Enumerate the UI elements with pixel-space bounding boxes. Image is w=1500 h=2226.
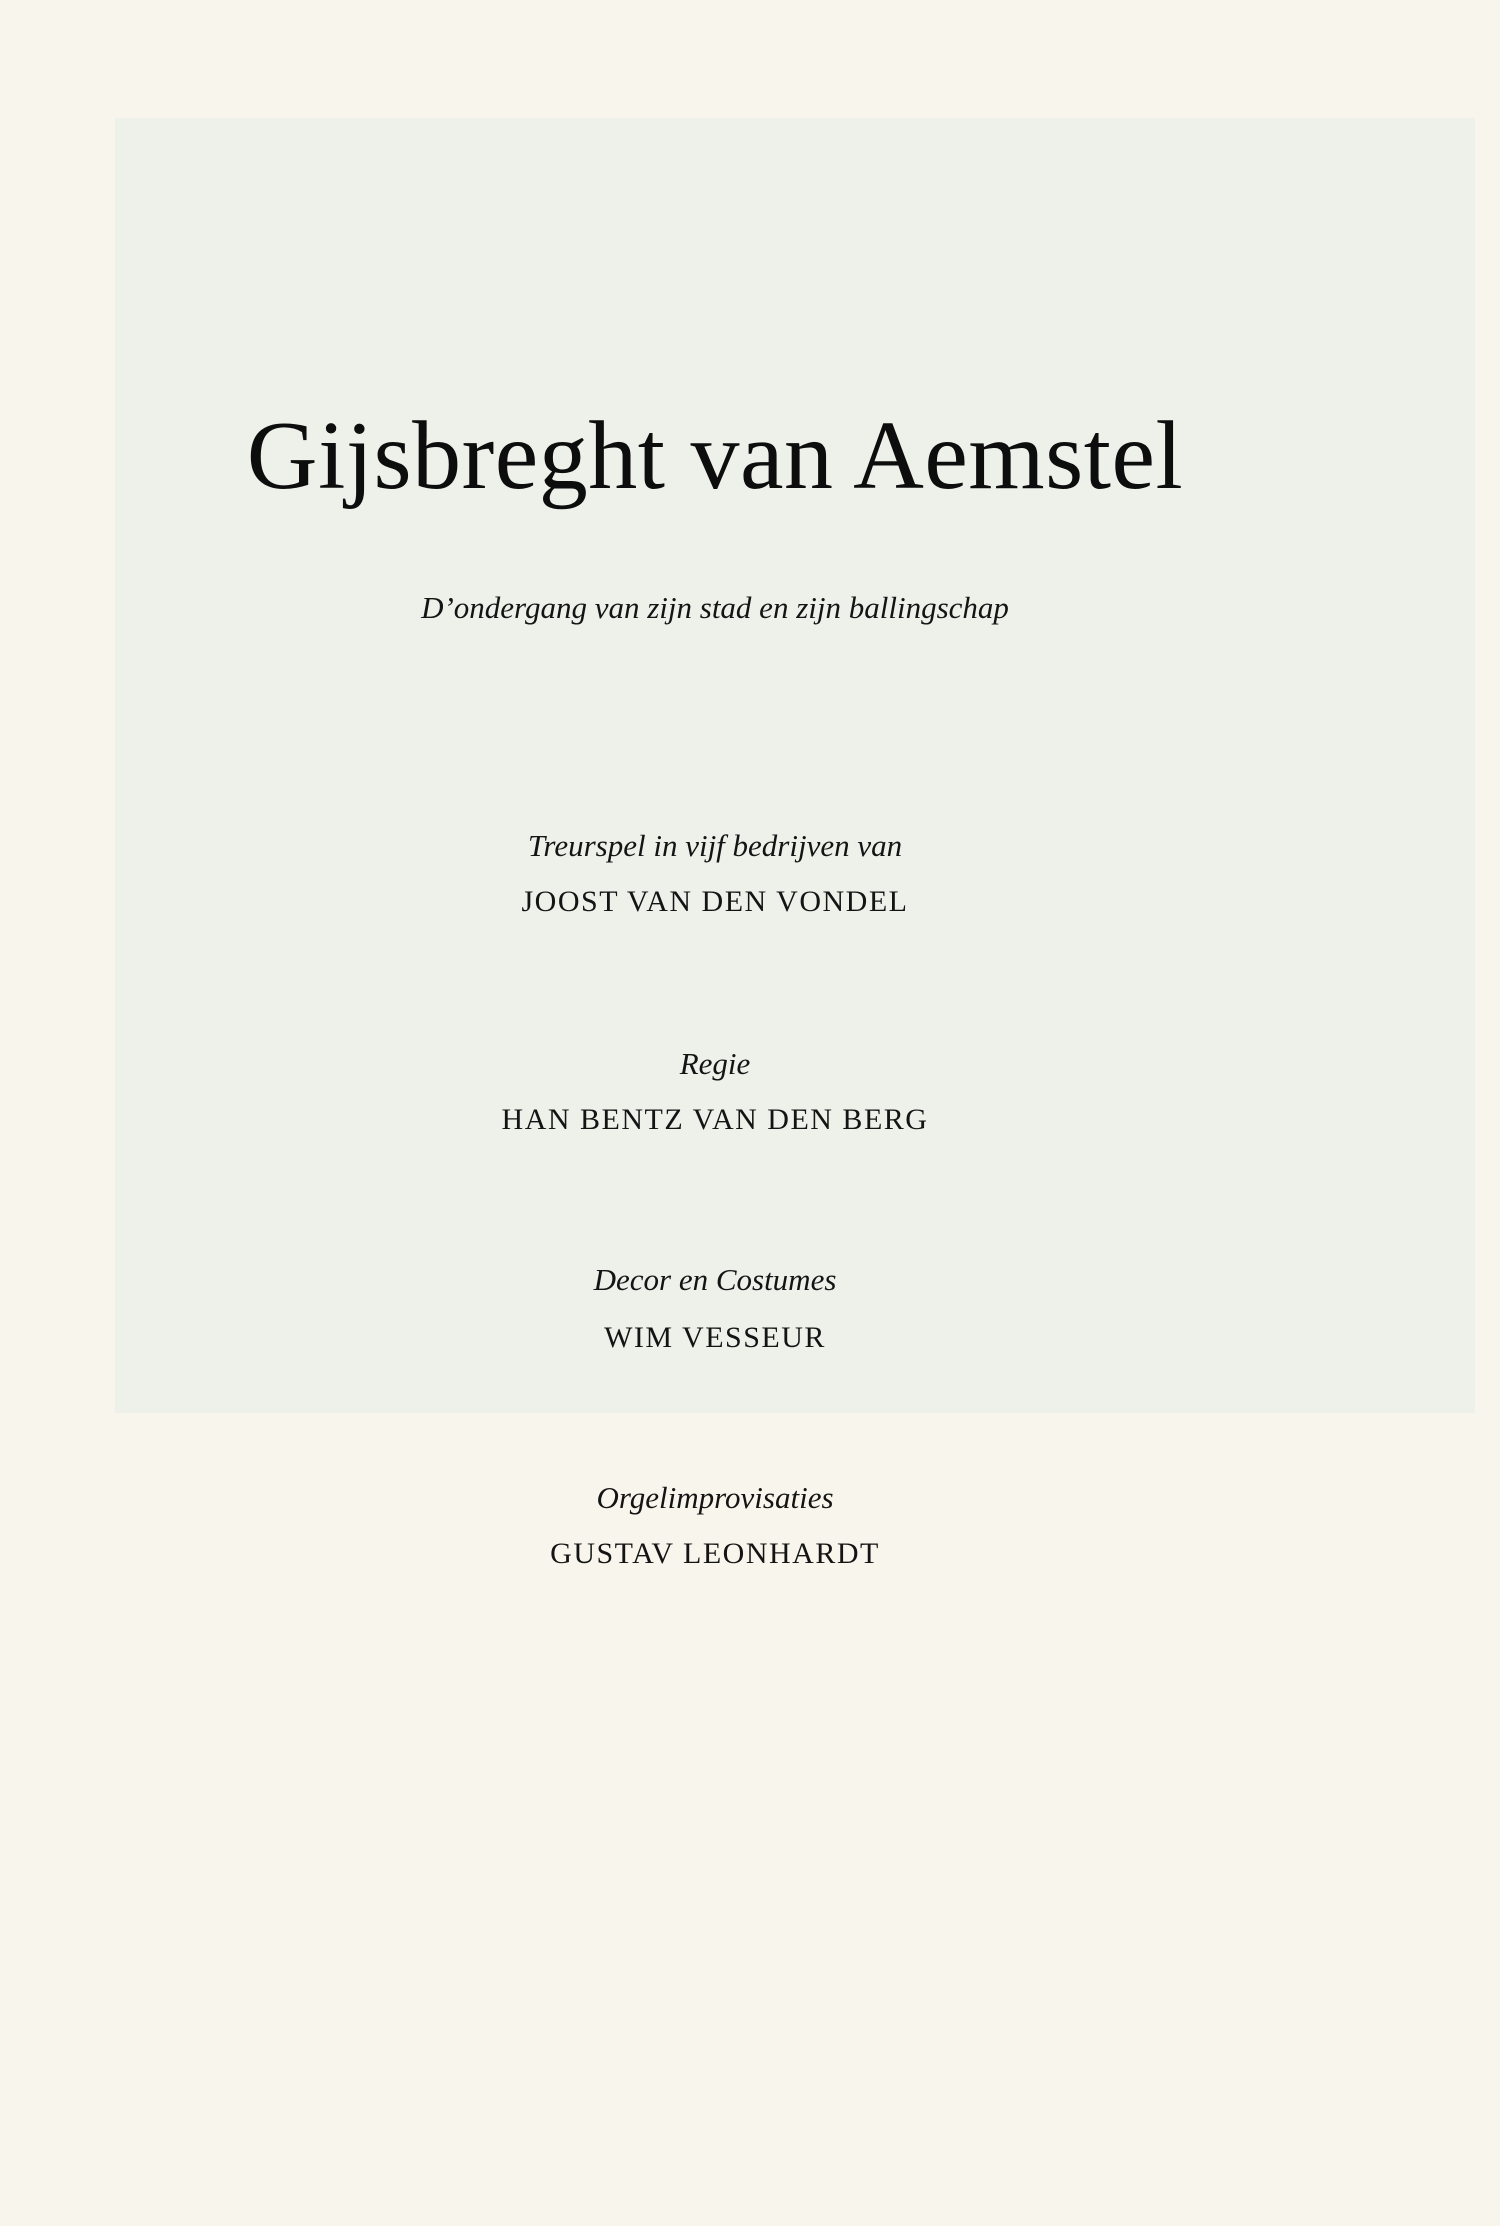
credit-name-author: JOOST VAN DEN VONDEL <box>521 885 909 918</box>
credit-role-author: Treurspel in vijf bedrijven van <box>527 828 903 863</box>
credit-role-design: Decor en Costumes <box>593 1262 837 1297</box>
credit-role-organ: Orgelimprovisaties <box>596 1480 834 1515</box>
credit-name-design: WIM VESSEUR <box>604 1321 826 1354</box>
credit-name-organ: GUSTAV LEONHARDT <box>550 1537 880 1570</box>
play-title: Gijsbreght van Aemstel <box>246 402 1184 510</box>
play-subtitle: D’ondergang van zijn stad en zijn ballingschap <box>421 590 1009 625</box>
credit-role-director: Regie <box>679 1046 751 1081</box>
credit-name-director: HAN BENTZ VAN DEN BERG <box>501 1103 929 1136</box>
